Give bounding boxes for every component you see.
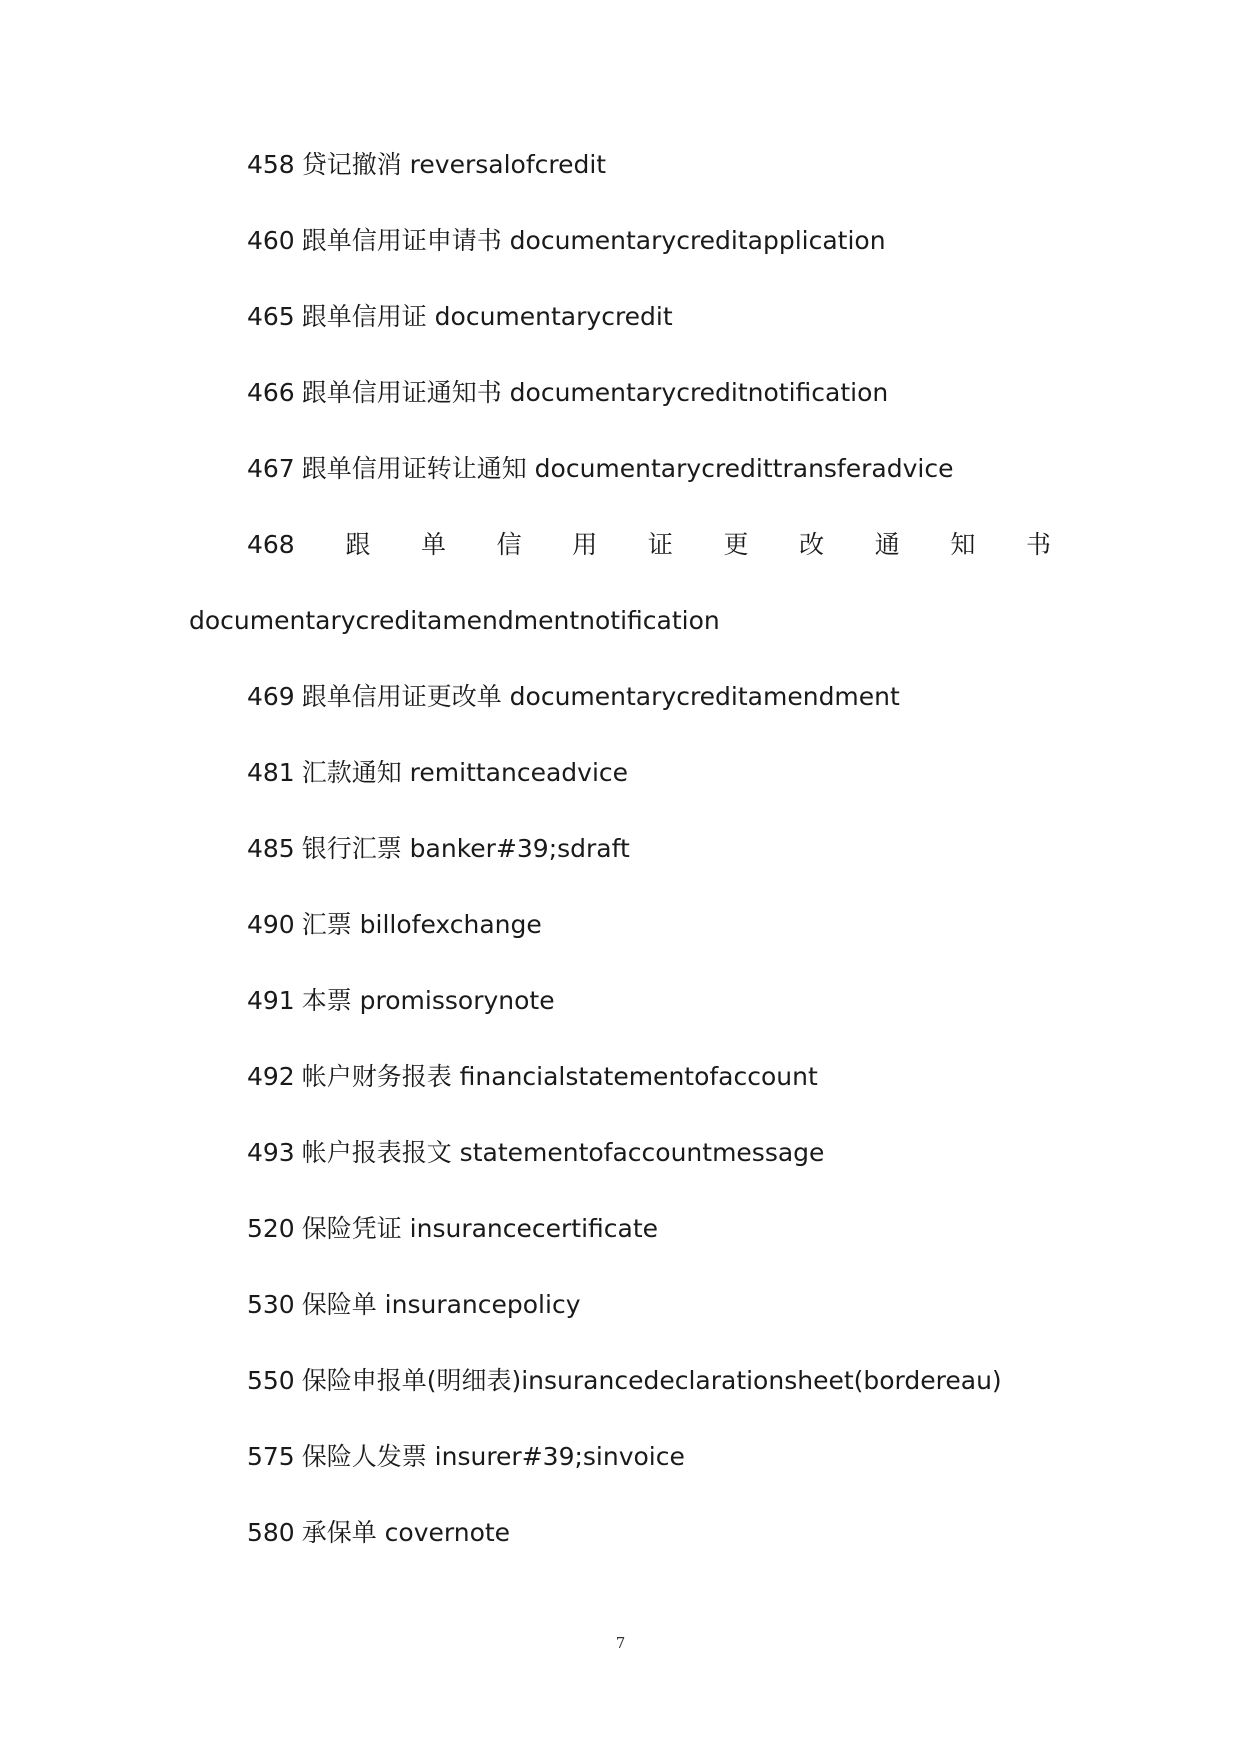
entry-text: 跟单信用证转让通知 documentarycredittransferadvice: [301, 454, 954, 483]
entry-code: 468: [247, 530, 295, 559]
entry-text: 保险申报单(明细表)insurancedeclarationsheet(bordereau): [301, 1366, 1002, 1395]
page-number: 7: [615, 1634, 626, 1652]
entry-code: 575: [247, 1442, 295, 1471]
list-item: [189, 1440, 1051, 1474]
entry-text: 跟单信用证 documentarycredit: [301, 302, 673, 331]
entry-text: 跟单信用证更改单 documentarycreditamendment: [301, 682, 900, 711]
list-item: [189, 1364, 1051, 1398]
entry-char: 用: [572, 530, 598, 559]
entry-code: 467: [247, 454, 295, 483]
list-item: [189, 300, 1051, 334]
entry-char: 改: [799, 530, 825, 559]
entry-char: 证: [647, 530, 673, 559]
list-item: [189, 756, 1051, 790]
list-item: [189, 224, 1051, 258]
entry-code: 492: [247, 1062, 295, 1091]
entry-code: 458: [247, 150, 295, 179]
entry-code: 520: [247, 1214, 295, 1243]
list-item: [189, 1288, 1051, 1322]
list-item: [189, 1060, 1051, 1094]
list-item: [189, 1212, 1051, 1246]
list-item: [189, 832, 1051, 866]
entry-text: 帐户财务报表 financialstatementofaccount: [301, 1062, 818, 1091]
entry-code: 550: [247, 1366, 295, 1395]
entry-text: 保险凭证 insurancecertificate: [301, 1214, 659, 1243]
list-item: [189, 376, 1051, 410]
entry-code: 490: [247, 910, 295, 939]
list-item: [189, 148, 1051, 182]
entry-text: 贷记撤消 reversalofcredit: [301, 150, 607, 179]
entry-char: 单: [420, 530, 446, 559]
entry-text: 银行汇票 banker#39;sdraft: [301, 834, 630, 863]
list-item: [189, 680, 1051, 714]
list-item: [189, 1136, 1051, 1170]
justified-line: [189, 528, 1051, 562]
entry-text: 承保单 covernote: [301, 1518, 511, 1547]
entry-text: 汇款通知 remittanceadvice: [301, 758, 629, 787]
entry-code: 580: [247, 1518, 295, 1547]
entry-code: 481: [247, 758, 295, 787]
list-item: [189, 984, 1051, 1018]
list-item: [189, 908, 1051, 942]
entry-char: 通: [874, 530, 900, 559]
entry-char: 信: [496, 530, 522, 559]
entry-code: 485: [247, 834, 295, 863]
entry-code: 469: [247, 682, 295, 711]
entry-text: 保险单 insurancepolicy: [301, 1290, 581, 1319]
entry-code: 493: [247, 1138, 295, 1167]
entry-code: 466: [247, 378, 295, 407]
entry-text: 跟单信用证申请书 documentarycreditapplication: [301, 226, 886, 255]
list-item: [189, 1516, 1051, 1550]
entry-char: 知: [950, 530, 976, 559]
glossary-list: [189, 148, 1051, 1592]
entry-char: 书: [1025, 530, 1051, 559]
entry-text: 本票 promissorynote: [301, 986, 555, 1015]
entry-code: 491: [247, 986, 295, 1015]
entry-code: 465: [247, 302, 295, 331]
entry-english-wrapped: documentarycreditamendmentnotification: [189, 606, 720, 635]
entry-text: 汇票 billofexchange: [301, 910, 542, 939]
entry-text: 帐户报表报文 statementofaccountmessage: [301, 1138, 825, 1167]
entry-text: 跟单信用证通知书 documentarycreditnotification: [301, 378, 889, 407]
entry-code: 530: [247, 1290, 295, 1319]
list-item-justified: [189, 528, 1051, 638]
list-item: [189, 452, 1051, 486]
entry-text: 保险人发票 insurer#39;sinvoice: [301, 1442, 685, 1471]
entry-char: 跟: [345, 530, 371, 559]
entry-code: 460: [247, 226, 295, 255]
entry-char: 更: [723, 530, 749, 559]
